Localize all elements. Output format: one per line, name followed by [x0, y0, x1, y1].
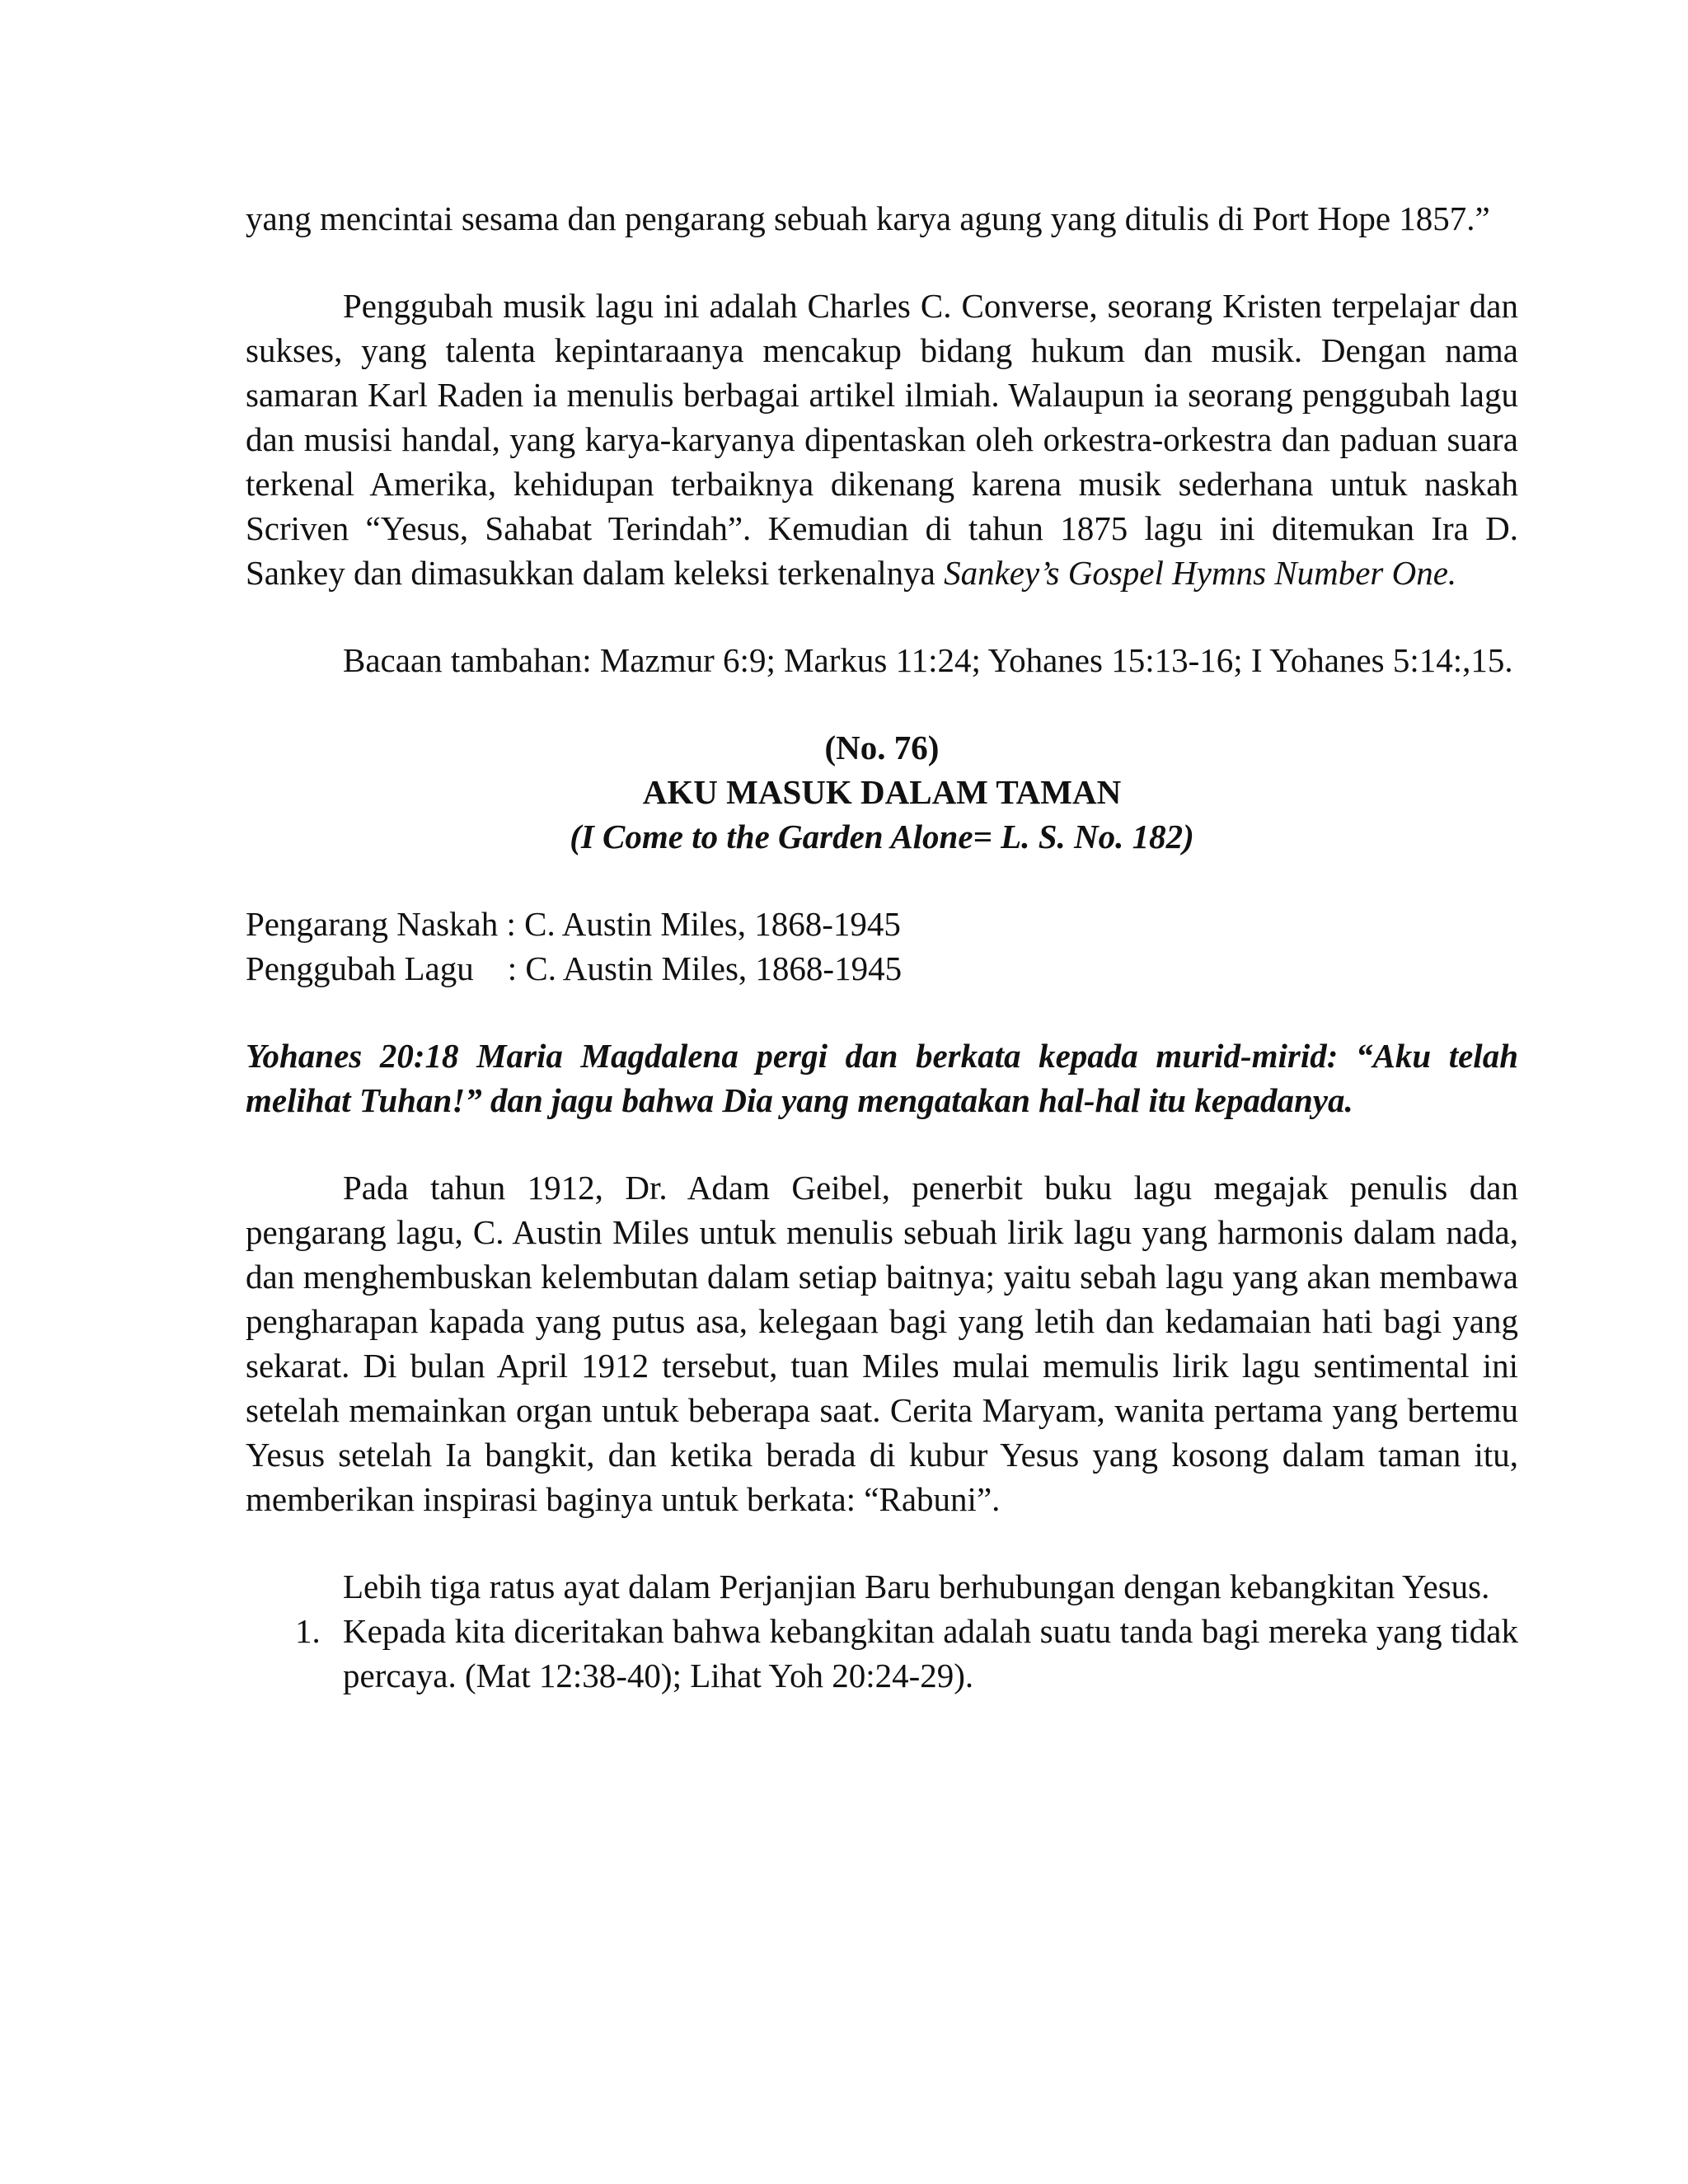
- list-item: [246, 1609, 1518, 1698]
- author-label: Pengarang Naskah: [246, 905, 499, 943]
- list-item-text: Kepada kita diceritakan bahwa kebangkitan adalah suatu tanda bagi mereka yang tidak percaya. (Mat 12:38-40); Lihat Yoh 20:24-29).: [343, 1612, 1518, 1694]
- composer-value: : C. Austin Miles, 1868-1945: [507, 949, 903, 987]
- composer-label: Penggubah Lagu: [246, 949, 499, 987]
- paragraph-composer-info: [246, 284, 1518, 595]
- author-row: [246, 902, 1518, 946]
- paragraph-composer-text: Penggubah musik lagu ini adalah Charles C. Converse, seorang Kristen terpelajar dan sukses, yang talenta kepintaraanya mencakup bidang hukum dan musik. Dengan nama samaran Karl Raden ia menulis berbagai artikel ilmiah. Walaupun ia seorang penggubah lagu dan musisi handal, yang karya-karyanya dipentaskan oleh orkestra-orkestra dan paduan suara terkenal Amerika, kehidupan terbaiknya dikenang karena musik sederhana untuk naskah Scriven “Yesus, Sahabat Terindah”. Kemudian di tahun 1875 lagu ini ditemukan Ira D. Sankey dan dimasukkan dalam keleksi terkenalnya: [246, 287, 1518, 592]
- hymn-subtitle: (I Come to the Garden Alone= L. S. No. 182): [570, 818, 1194, 855]
- paragraph-resurrection: Lebih tiga ratus ayat dalam Perjanjian Baru berhubungan dengan kebangkitan Yesus.: [343, 1568, 1490, 1605]
- numbered-list: [246, 1609, 1518, 1698]
- hymn-credits: [246, 902, 1518, 991]
- paragraph-continuation: yang mencintai sesama dan pengarang sebuah karya agung yang ditulis di Port Hope 1857.”: [246, 199, 1490, 237]
- hymn-title: AKU MASUK DALAM TAMAN: [642, 773, 1122, 811]
- document-page: [246, 196, 1518, 1698]
- author-value: : C. Austin Miles, 1868-1945: [506, 905, 901, 943]
- hymn-heading: [246, 725, 1518, 859]
- list-item-number: 1.: [295, 1612, 321, 1650]
- additional-reading: Bacaan tambahan: Mazmur 6:9; Markus 11:24; Yohanes 15:13-16; I Yohanes 5:14:,15.: [343, 641, 1513, 679]
- paragraph-history: Pada tahun 1912, Dr. Adam Geibel, penerbit buku lagu megajak penulis dan pengarang lagu, C. Austin Miles untuk menulis sebuah lirik lagu yang harmonis dalam nada, dan menghembuskan kelembutan dalam setiap baitnya; yaitu sebah lagu yang akan membawa pengharapan kapada yang putus asa, kelegaan bagi yang letih dan kedamaian hati bagi yang sekarat. Di bulan April 1912 tersebut, tuan Miles mulai memulis lirik lagu sentimental ini setelah memainkan organ untuk beberapa saat. Cerita Maryam, wanita pertama yang bertemu Yesus setelah Ia bangkit, dan ketika berada di kubur Yesus yang kosong dalam taman itu, memberikan inspirasi baginya untuk berkata: “Rabuni”.: [246, 1169, 1518, 1518]
- hymn-number: (No. 76): [824, 729, 940, 766]
- hymnal-title: Sankey’s Gospel Hymns Number One.: [944, 554, 1457, 592]
- scripture-verse: Yohanes 20:18 Maria Magdalena pergi dan berkata kepada murid-mirid: “Aku telah melihat Tuhan!” dan jagu bahwa Dia yang mengatakan hal-hal itu kepadanya.: [246, 1037, 1518, 1119]
- composer-row: [246, 946, 1518, 991]
